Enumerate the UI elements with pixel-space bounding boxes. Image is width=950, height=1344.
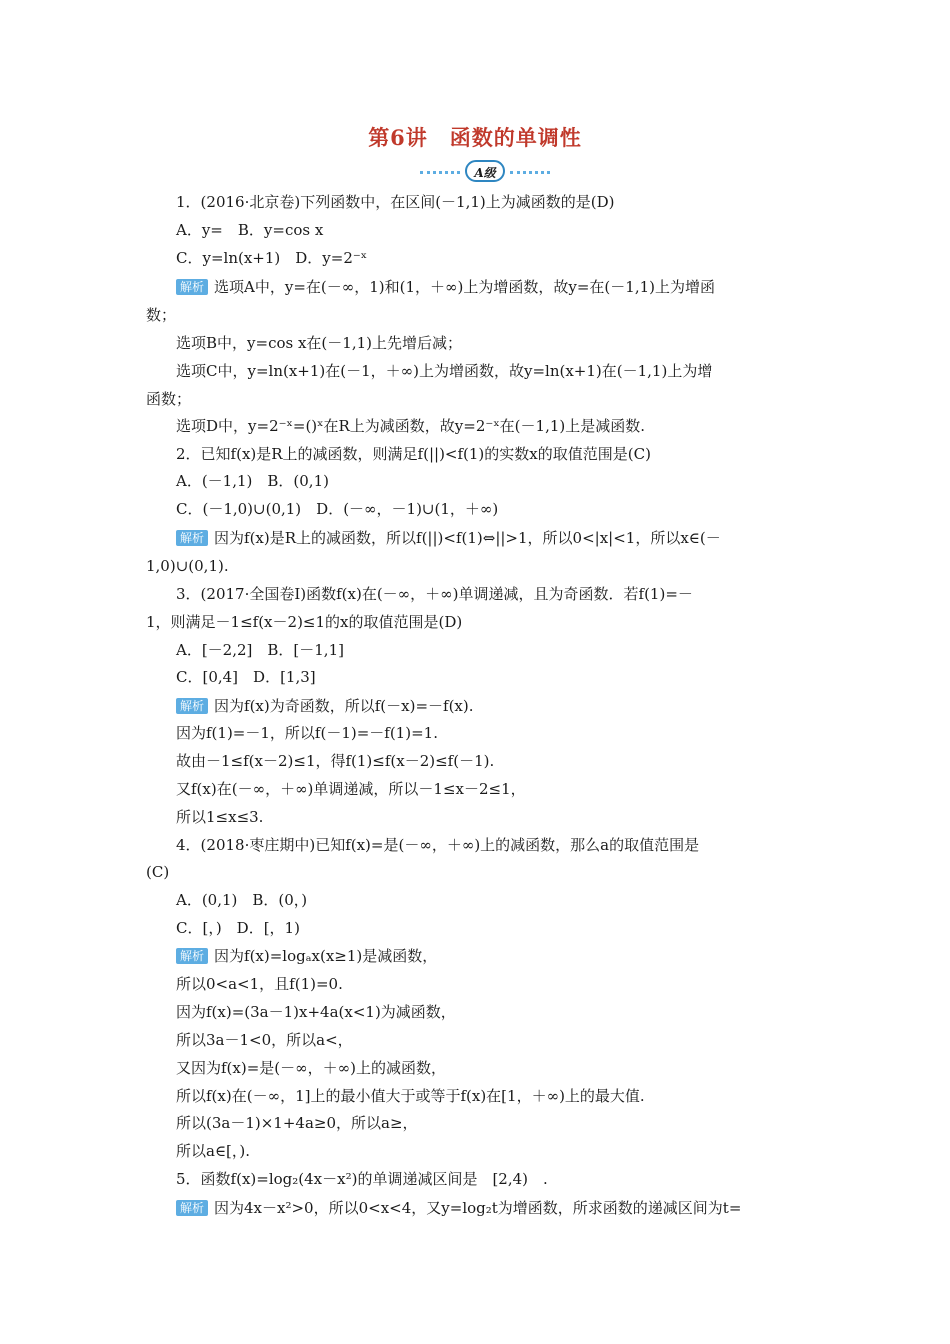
q1-options-cd: C．y=ln(x+1) D．y=2⁻ˣ [176,249,368,267]
analysis-tag: 解析 [176,279,208,295]
q1-options-ab: A．y= B．y=cos x [176,221,324,239]
q4-options-cd: C．[，) D．[，1) [176,919,300,937]
level-marker [420,160,550,184]
question-4-wrap: (C) [146,863,170,881]
analysis-tag: 解析 [176,1200,208,1216]
q1-analysis-line [176,277,715,297]
q1-analysis-d: 选项D中，y=2⁻ˣ=()ˣ在R上为减函数，故y=2⁻ˣ在(－1,1)上是减函数. [176,417,646,435]
question-4: 4．(2018·枣庄期中)已知f(x)=是(－∞，＋∞)上的减函数，那么a的取值范围是 [176,836,700,854]
q2-analysis-wrap: 1,0)∪(0,1). [146,557,229,575]
question-2: 2．已知f(x)是R上的减函数，则满足f(||)<f(1)的实数x的取值范围是(C) [176,445,651,463]
analysis-text: 因为4x－x²>0，所以0<x<4，又y=log₂t为增函数，所求函数的递减区间为t= [214,1199,742,1217]
q4-analysis-8: 所以a∈[，). [176,1142,251,1160]
question-3: 3．(2017·全国卷Ⅰ)函数f(x)在(－∞，＋∞)单调递减，且为奇函数．若f(1)=－ [176,585,693,603]
dotted-rule-left [420,171,460,174]
q3-analysis-4: 又f(x)在(－∞，＋∞)单调递减，所以－1≤x－2≤1， [176,780,526,798]
dotted-rule-right [510,171,550,174]
analysis-text: 因为f(x)是R上的减函数，所以f(||)<f(1)⇔||>1，所以0<|x|<1，所以x∈(－ [214,529,721,547]
q2-options-ab: A．(－1,1) B．(0,1) [176,472,329,490]
q4-analysis-4: 所以3a－1<0，所以a<， [176,1031,353,1049]
question-1: 1．(2016·北京卷)下列函数中，在区间(－1,1)上为减函数的是(D) [176,193,615,211]
q1-analysis-c: 选项C中，y=ln(x+1)在(－1，＋∞)上为增函数，故y=ln(x+1)在(－1,1)上为增 [176,362,713,380]
analysis-tag: 解析 [176,698,208,714]
level-badge: A级 [465,160,505,182]
q1-analysis-c-wrap: 函数； [146,390,192,408]
analysis-tag: 解析 [176,948,208,964]
q4-analysis-line [176,946,437,966]
q2-analysis-line [176,528,721,548]
analysis-text: 选项A中，y=在(－∞，1)和(1，＋∞)上为增函数，故y=在(－1,1)上为增函 [214,278,715,296]
q3-analysis-2: 因为f(1)=－1，所以f(－1)=－f(1)=1. [176,724,438,742]
analysis-text: 因为f(x)为奇函数，所以f(－x)=－f(x). [214,697,474,715]
lesson-title: 第6讲 函数的单调性 [368,125,582,150]
analysis-text: 因为f(x)=logₐx(x≥1)是减函数， [214,947,438,965]
analysis-tag: 解析 [176,530,208,546]
q1-analysis-wrap: 数； [146,306,177,324]
q3-analysis-5: 所以1≤x≤3. [176,808,264,826]
q3-options-cd: C．[0,4] D．[1,3] [176,668,316,686]
q4-analysis-6: 所以f(x)在(－∞，1]上的最小值大于或等于f(x)在[1，＋∞)上的最大值. [176,1087,645,1105]
question-3-wrap: 1，则满足－1≤f(x－2)≤1的x的取值范围是(D) [146,613,463,631]
q2-options-cd: C．(－1,0)∪(0,1) D．(－∞，－1)∪(1，＋∞) [176,500,499,518]
q4-analysis-7: 所以(3a－1)×1+4a≥0，所以a≥， [176,1114,418,1132]
q3-options-ab: A．[－2,2] B．[－1,1] [176,641,344,659]
question-5: 5．函数f(x)=log₂(4x－x²)的单调递减区间是 [2,4) . [176,1170,548,1188]
q3-analysis-line [176,696,474,716]
q4-options-ab: A．(0,1) B．(0，) [176,891,308,909]
q1-analysis-b: 选项B中，y=cos x在(－1,1)上先增后减； [176,334,462,352]
q4-analysis-3: 因为f(x)=(3a－1)x+4a(x<1)为减函数， [176,1003,456,1021]
q4-analysis-2: 所以0<a<1，且f(1)=0. [176,975,343,993]
q3-analysis-3: 故由－1≤f(x－2)≤1，得f(1)≤f(x－2)≤f(－1). [176,752,495,770]
q4-analysis-5: 又因为f(x)=是(－∞，＋∞)上的减函数， [176,1059,446,1077]
q5-analysis-line [176,1198,741,1218]
